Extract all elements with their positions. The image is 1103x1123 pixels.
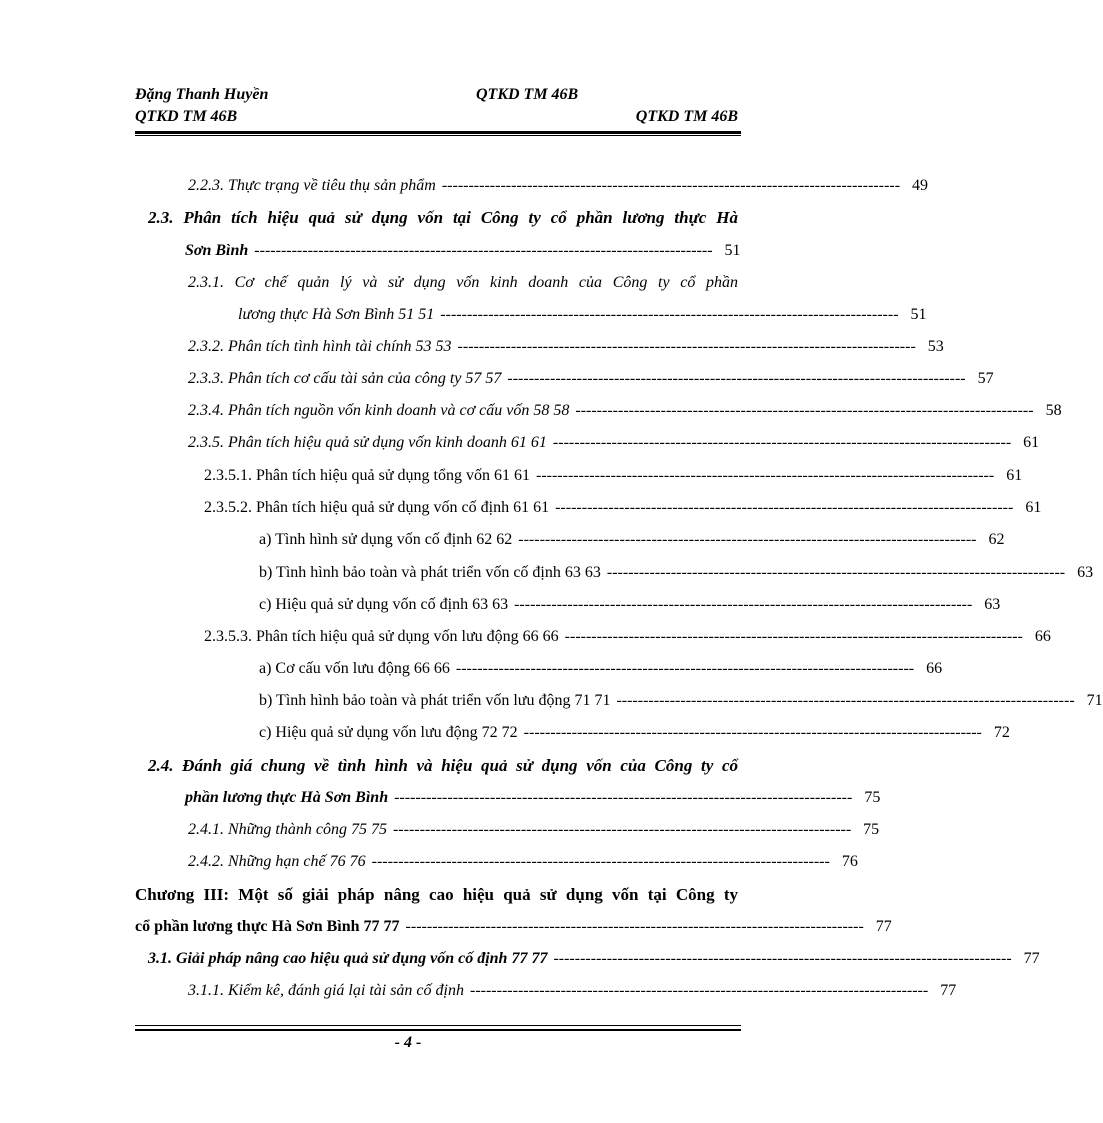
toc-leader: -------------------------------------------------------------------------------------- [405, 918, 864, 935]
toc-leader: -------------------------------------------------------------------------------------- [371, 853, 830, 870]
toc-leader: -------------------------------------------------------------------------------------- [535, 467, 995, 484]
toc-page: 66 [926, 660, 943, 677]
toc-entry-text: 2.3.4. Phân tích nguồn vốn kinh doanh và cơ cấu vốn 58 58 [188, 402, 570, 419]
toc-entry-2-3-5-2[interactable] [204, 496, 1042, 520]
toc-page: 75 [864, 789, 881, 806]
toc-leader: -------------------------------------------------------------------------------------- [518, 531, 977, 548]
toc-entry-text: c) Hiệu quả sử dụng vốn cố định 63 63 [259, 596, 509, 613]
toc-entry-text: 2.3.5. Phân tích hiệu quả sử dụng vốn kinh doanh 61 61 [188, 434, 547, 451]
toc-leader: -------------------------------------------------------------------------------------- [555, 499, 1014, 516]
toc-entry-text: b) Tình hình bảo toàn và phát triển vốn lưu động 71 71 [259, 692, 611, 709]
footer-divider [135, 1029, 741, 1031]
toc-leader: -------------------------------------------------------------------------------------- [564, 628, 1023, 645]
toc-entry-text: 2.3.2. Phân tích tình hình tài chính 53 53 [188, 338, 452, 355]
toc-entry-text: c) Hiệu quả sử dụng vốn lưu động 72 72 [259, 724, 518, 741]
toc-page: 72 [993, 724, 1010, 741]
toc-entry-text: Sơn Bình [185, 242, 249, 259]
toc-leader: -------------------------------------------------------------------------------------- [441, 177, 901, 194]
toc-leader: -------------------------------------------------------------------------------------- [394, 789, 853, 806]
toc-entry-2-3-1[interactable] [238, 303, 927, 327]
toc-entry-2-3-line1[interactable]: 2.3. Phân tích hiệu quả sử dụng vốn tại Công ty cổ phần lương thực Hà [148, 208, 738, 227]
toc-leader: -------------------------------------------------------------------------------------- [553, 950, 1012, 967]
toc-entry-text: 2.3.5.2. Phân tích hiệu quả sử dụng vốn cố định 61 61 [204, 499, 550, 516]
toc-leader: -------------------------------------------------------------------------------------- [552, 434, 1012, 451]
toc-leader: -------------------------------------------------------------------------------------- [507, 370, 966, 387]
toc-entry-chuong-3-line1[interactable]: Chương III: Một số giải pháp nâng cao hiệu quả sử dụng vốn tại Công ty [135, 885, 738, 904]
toc-entry-text: 2.2.3. Thực trạng về tiêu thụ sản phẩm [188, 177, 436, 194]
toc-entry-2-3[interactable] [185, 239, 741, 263]
toc-entry-2-3-5-3-b[interactable] [259, 689, 1103, 713]
toc-page: 49 [912, 177, 929, 194]
toc-entry-text: 2.4.1. Những thành công 75 75 [188, 821, 387, 838]
page-number: - 4 - [394, 1034, 422, 1051]
toc-page: 51 [910, 306, 927, 323]
toc-leader: -------------------------------------------------------------------------------------- [440, 306, 899, 323]
toc-page: 77 [875, 918, 892, 935]
toc-entry-2-4-1[interactable] [188, 818, 880, 842]
toc-leader: -------------------------------------------------------------------------------------- [469, 982, 929, 999]
toc-entry-2-3-5-2-b[interactable] [259, 561, 1094, 585]
header-author: Đặng Thanh Huyền [135, 86, 269, 103]
toc-entry-2-3-4[interactable] [188, 399, 1062, 423]
toc-leader: -------------------------------------------------------------------------------------- [457, 338, 916, 355]
toc-entry-text: 3.1. Giải pháp nâng cao hiệu quả sử dụng vốn cố định 77 77 [148, 950, 548, 967]
toc-entry-text: a) Tình hình sử dụng vốn cố định 62 62 [259, 531, 513, 548]
toc-entry-text: a) Cơ cấu vốn lưu động 66 66 [259, 660, 450, 677]
toc-page: 66 [1034, 628, 1051, 645]
header-class-center: QTKD TM 46B [476, 86, 579, 103]
toc-leader: -------------------------------------------------------------------------------------- [575, 402, 1034, 419]
toc-leader: -------------------------------------------------------------------------------------- [392, 821, 852, 838]
toc-leader: -------------------------------------------------------------------------------------- [514, 596, 973, 613]
toc-page: 77 [940, 982, 957, 999]
toc-page: 63 [984, 596, 1001, 613]
toc-entry-2-3-1-line1[interactable]: 2.3.1. Cơ chế quản lý và sử dụng vốn kinh doanh của Công ty cổ phần [188, 274, 738, 291]
toc-page: 61 [1025, 499, 1042, 516]
toc-leader: -------------------------------------------------------------------------------------- [455, 660, 915, 677]
toc-entry-text: 2.4.2. Những hạn chế 76 76 [188, 853, 366, 870]
toc-page: 61 [1006, 467, 1023, 484]
header-class-right: QTKD TM 46B [635, 108, 738, 125]
toc-entry-text: 3.1.1. Kiểm kê, đánh giá lại tài sản cố định [188, 982, 464, 999]
header-divider-thin [135, 135, 741, 136]
header-divider [135, 131, 741, 134]
toc-page: 58 [1045, 402, 1062, 419]
toc-entry-text: phần lương thực Hà Sơn Bình [185, 789, 389, 806]
header-class-left: QTKD TM 46B [135, 108, 238, 125]
toc-entry-2-3-5-2-c[interactable] [259, 593, 1001, 617]
toc-entry-2-4[interactable] [185, 786, 881, 810]
toc-entry-text: cổ phần lương thực Hà Sơn Bình 77 77 [135, 918, 400, 935]
toc-entry-text: b) Tình hình bảo toàn và phát triển vốn cố định 63 63 [259, 564, 601, 581]
toc-entry-2-3-5-1[interactable] [204, 464, 1023, 488]
toc-entry-2-3-5-3[interactable] [204, 625, 1051, 649]
toc-entry-3-1-1[interactable] [188, 979, 957, 1003]
toc-entry-chuong-3[interactable] [135, 915, 892, 939]
toc-page: 51 [724, 242, 741, 259]
footer-divider-thin [135, 1025, 741, 1026]
toc-page: 57 [977, 370, 994, 387]
toc-page: 71 [1086, 692, 1103, 709]
toc-page: 77 [1023, 950, 1040, 967]
toc-page: 63 [1077, 564, 1094, 581]
toc-entry-text: lương thực Hà Sơn Bình 51 51 [238, 306, 435, 323]
toc-entry-2-3-2[interactable] [188, 335, 944, 359]
toc-leader: -------------------------------------------------------------------------------------- [523, 724, 982, 741]
toc-entry-2-4-line1[interactable]: 2.4. Đánh giá chung về tình hình và hiệu quả sử dụng vốn của Công ty cổ [148, 756, 738, 775]
toc-leader: -------------------------------------------------------------------------------------- [616, 692, 1075, 709]
toc-entry-text: 2.3.5.1. Phân tích hiệu quả sử dụng tổng vốn 61 61 [204, 467, 530, 484]
toc-entry-text: 2.3.5.3. Phân tích hiệu quả sử dụng vốn lưu động 66 66 [204, 628, 559, 645]
toc-entry-2-3-5[interactable] [188, 431, 1040, 455]
toc-entry-2-3-5-2-a[interactable] [259, 528, 1005, 552]
toc-page: 75 [863, 821, 880, 838]
toc-page: 62 [988, 531, 1005, 548]
toc-entry-2-3-5-3-a[interactable] [259, 657, 943, 681]
toc-entry-2-3-5-3-c[interactable] [259, 721, 1010, 745]
toc-page: 76 [841, 853, 858, 870]
toc-entry-3-1[interactable] [148, 947, 1040, 971]
toc-leader: -------------------------------------------------------------------------------------- [254, 242, 713, 259]
toc-page: 61 [1023, 434, 1040, 451]
toc-entry-2-4-2[interactable] [188, 850, 858, 874]
toc-entry-text: 2.3.3. Phân tích cơ cấu tài sản của công ty 57 57 [188, 370, 502, 387]
toc-entry-2-3-3[interactable] [188, 367, 994, 391]
toc-page: 53 [927, 338, 944, 355]
toc-leader: -------------------------------------------------------------------------------------- [606, 564, 1066, 581]
toc-entry-2-2-3[interactable] [188, 174, 929, 198]
